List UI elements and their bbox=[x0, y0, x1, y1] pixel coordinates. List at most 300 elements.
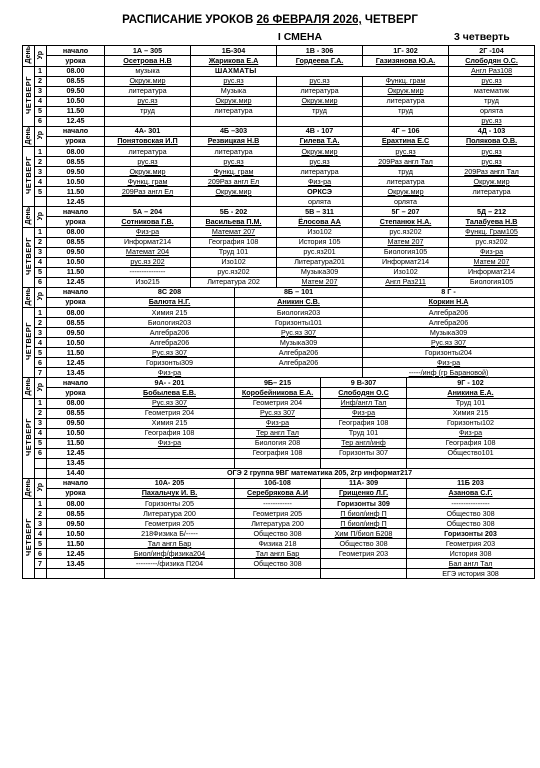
lesson-number: 6 bbox=[35, 277, 47, 287]
lesson-time: 10.50 bbox=[47, 257, 105, 267]
lesson-number: 5 bbox=[35, 187, 47, 197]
lesson-cell: Горизонты 203 bbox=[407, 529, 535, 539]
lesson-cell: Музыка309 bbox=[235, 338, 363, 348]
lesson-cell bbox=[105, 197, 191, 207]
class-header-row bbox=[23, 46, 535, 56]
lesson-row bbox=[23, 167, 535, 177]
lesson-number: 1 bbox=[35, 398, 47, 408]
lesson-cell: рус.яз bbox=[277, 76, 363, 86]
lesson-number: 1 bbox=[35, 227, 47, 237]
lesson-cell: Горизонты102 bbox=[407, 418, 535, 428]
class-name: 1В - 306 bbox=[277, 46, 363, 56]
lesson-cell: Физ-ра bbox=[235, 418, 321, 428]
lesson-row bbox=[23, 559, 535, 569]
lesson-cell: Англ Раз211 bbox=[363, 277, 449, 287]
lesson-cell bbox=[321, 569, 407, 579]
lesson-row bbox=[23, 308, 535, 318]
lesson-cell: литература bbox=[105, 86, 191, 96]
lesson-number: 1 bbox=[35, 66, 47, 76]
lesson-cell: Инф/англ Тал bbox=[321, 398, 407, 408]
lesson-cell: Литература 200 bbox=[235, 519, 321, 529]
lesson-cell: рус.яз 202 bbox=[105, 257, 191, 267]
lesson-cell: П биол/инф П bbox=[321, 509, 407, 519]
title-weekday: ЧЕТВЕРГ bbox=[364, 14, 418, 26]
teacher-header-row bbox=[23, 488, 535, 498]
teacher-name: Резвицкая Н.В bbox=[191, 136, 277, 146]
lesson-cell: Физ-ра bbox=[105, 438, 235, 448]
lesson-time: 09.50 bbox=[47, 247, 105, 257]
lesson-number-header bbox=[35, 378, 47, 399]
lesson-cell: География 108 bbox=[321, 418, 407, 428]
lesson-time: 08.55 bbox=[47, 157, 105, 167]
page-title bbox=[0, 14, 540, 26]
lesson-cell bbox=[235, 458, 321, 468]
teacher-name: Коробейникова Е.А. bbox=[235, 388, 321, 398]
teacher-name: Аникин С.В. bbox=[235, 297, 363, 307]
lesson-cell: Физ-ра bbox=[105, 368, 235, 378]
start-label: начало bbox=[47, 378, 105, 388]
lesson-cell: рус.яз bbox=[191, 76, 277, 86]
lesson-cell: История 105 bbox=[277, 237, 363, 247]
teacher-header-row bbox=[23, 136, 535, 146]
teacher-name: Грищенко Л.Г. bbox=[321, 488, 407, 498]
teacher-header-row bbox=[23, 56, 535, 66]
lesson-time: 13.45 bbox=[47, 458, 105, 468]
lesson-number: 2 bbox=[35, 76, 47, 86]
lesson-label: урока bbox=[47, 297, 105, 307]
lesson-number: 3 bbox=[35, 519, 47, 529]
teacher-name: Сотникова Г.В. bbox=[105, 217, 191, 227]
lesson-cell: Общество 308 bbox=[235, 559, 321, 569]
class-name: 1Б-304 bbox=[191, 46, 277, 56]
lesson-cell: География 108 bbox=[407, 438, 535, 448]
teacher-name: Слободян О.С bbox=[321, 388, 407, 398]
lesson-cell: литература bbox=[363, 96, 449, 106]
lesson-time: 10.50 bbox=[47, 529, 105, 539]
lesson-cell: Биология105 bbox=[363, 247, 449, 257]
lesson-time: 08.00 bbox=[47, 147, 105, 157]
lesson-number: 4 bbox=[35, 529, 47, 539]
lesson-cell: рус.яз bbox=[449, 157, 535, 167]
lesson-cell: Изо215 bbox=[105, 277, 191, 287]
lesson-row bbox=[23, 66, 535, 76]
start-label: начало bbox=[47, 478, 105, 488]
lesson-cell: музыка bbox=[105, 66, 191, 76]
lesson-cell: Геометрия 203 bbox=[407, 539, 535, 549]
day-column-label: День bbox=[24, 207, 32, 225]
lesson-cell: Окруж.мир bbox=[277, 147, 363, 157]
lesson-cell: литература bbox=[277, 86, 363, 96]
lesson-number: 6 bbox=[35, 549, 47, 559]
lesson-time: 12.45 bbox=[47, 358, 105, 368]
quarter-label: 3 четверть bbox=[454, 31, 510, 43]
lesson-cell: Литература 202 bbox=[191, 277, 277, 287]
lesson-number: 5 bbox=[35, 106, 47, 116]
lesson-cell: орлята bbox=[449, 106, 535, 116]
lesson-cell: литература bbox=[363, 177, 449, 187]
lesson-cell: Химия 215 bbox=[105, 308, 235, 318]
lesson-cell: Биология203 bbox=[105, 318, 235, 328]
teacher-name: Коркин Н.А bbox=[363, 297, 535, 307]
lesson-cell: Геометрия 205 bbox=[235, 509, 321, 519]
lesson-number: 4 bbox=[35, 96, 47, 106]
lesson-cell: труд bbox=[363, 106, 449, 116]
lesson-number: 2 bbox=[35, 408, 47, 418]
lesson-time: 08.00 bbox=[47, 308, 105, 318]
lesson-number: 4 bbox=[35, 428, 47, 438]
weekday-label: ЧЕТВЕРГ bbox=[23, 75, 33, 115]
lesson-cell: математик bbox=[449, 86, 535, 96]
teacher-name: Понятовская И.П bbox=[105, 136, 191, 146]
lesson-cell: Бал англ Тал bbox=[407, 559, 535, 569]
teacher-header-row bbox=[23, 217, 535, 227]
lesson-row bbox=[23, 147, 535, 157]
lesson-row bbox=[23, 428, 535, 438]
lesson-cell bbox=[235, 569, 321, 579]
lesson-cell: Алгебра206 bbox=[105, 338, 235, 348]
lesson-cell: рус.яз bbox=[277, 157, 363, 167]
lesson-number: 7 bbox=[35, 559, 47, 569]
lesson-cell: Информат214 bbox=[449, 267, 535, 277]
lesson-cell: рус.яз201 bbox=[277, 247, 363, 257]
class-name: 5А – 204 bbox=[105, 207, 191, 217]
class-name: 10А- 205 bbox=[105, 478, 235, 488]
lesson-number: 6 bbox=[35, 116, 47, 126]
lesson-cell: Общество 308 bbox=[321, 539, 407, 549]
lesson-cell: Функц. Грам105 bbox=[449, 227, 535, 237]
lesson-cell: труд bbox=[277, 106, 363, 116]
lesson-time: 08.00 bbox=[47, 499, 105, 509]
lesson-cell: География 108 bbox=[105, 428, 235, 438]
lesson-row bbox=[23, 187, 535, 197]
lesson-cell: Горизонты 309 bbox=[321, 499, 407, 509]
lesson-cell: Окруж.мир bbox=[449, 177, 535, 187]
lesson-cell: 209Раз англ Ел bbox=[191, 177, 277, 187]
day-column-label: День bbox=[24, 46, 32, 64]
lesson-cell: Физ-ра bbox=[105, 227, 191, 237]
lesson-number bbox=[35, 458, 47, 468]
lesson-time: 08.55 bbox=[47, 509, 105, 519]
class-name: 5В – 311 bbox=[277, 207, 363, 217]
lesson-cell: Биология203 bbox=[235, 308, 363, 318]
lesson-cell bbox=[321, 458, 407, 468]
lesson-row bbox=[23, 197, 535, 207]
lesson-column-label: Ур bbox=[36, 50, 44, 59]
lesson-cell: П биол/инф П bbox=[321, 519, 407, 529]
lesson-time: 11.50 bbox=[47, 106, 105, 116]
lesson-row bbox=[23, 177, 535, 187]
lesson-cell: Горизонты 205 bbox=[105, 499, 235, 509]
lesson-row bbox=[23, 247, 535, 257]
lesson-cell: орлята bbox=[277, 197, 363, 207]
lesson-time: 11.50 bbox=[47, 438, 105, 448]
lesson-cell: рус.яз bbox=[105, 157, 191, 167]
lesson-time: 08.00 bbox=[47, 398, 105, 408]
lesson-cell: ОРКСЭ bbox=[277, 187, 363, 197]
weekday-cell bbox=[23, 227, 35, 287]
lesson-time: 09.50 bbox=[47, 418, 105, 428]
lesson-cell: Тал англ Бар bbox=[105, 539, 235, 549]
lesson-cell: Труд 101 bbox=[407, 398, 535, 408]
lesson-row bbox=[23, 116, 535, 126]
lesson-cell: Информат214 bbox=[105, 237, 191, 247]
lesson-row bbox=[23, 438, 535, 448]
class-name: 9 В-307 bbox=[321, 378, 407, 388]
lesson-cell: Рус.яз 307 bbox=[235, 408, 321, 418]
schedule-table bbox=[22, 45, 535, 579]
class-name: 5Д – 212 bbox=[449, 207, 535, 217]
lesson-cell: Алгебра206 bbox=[105, 328, 235, 338]
lesson-cell: 209Раз англ Тал bbox=[363, 157, 449, 167]
lesson-cell: рус.яз202 bbox=[449, 237, 535, 247]
start-label: начало bbox=[47, 287, 105, 297]
lesson-row bbox=[23, 237, 535, 247]
teacher-name: Полякова О.В. bbox=[449, 136, 535, 146]
lesson-cell: Окруж.мир bbox=[191, 187, 277, 197]
lesson-cell: География 108 bbox=[235, 448, 321, 458]
lesson-cell: Алгебра206 bbox=[363, 318, 535, 328]
lesson-cell: ЕГЭ история 308 bbox=[407, 569, 535, 579]
lesson-number-header bbox=[35, 46, 47, 67]
start-label: начало bbox=[47, 46, 105, 56]
lesson-cell: Тал англ Бар bbox=[235, 549, 321, 559]
lesson-cell: Функц. грам bbox=[363, 76, 449, 86]
lesson-label: урока bbox=[47, 217, 105, 227]
class-header-row bbox=[23, 126, 535, 136]
day-column-label: День bbox=[24, 287, 32, 305]
lesson-time: 11.50 bbox=[47, 187, 105, 197]
lesson-cell: Матем 207 bbox=[277, 277, 363, 287]
lesson-cell bbox=[105, 448, 235, 458]
lesson-number: 5 bbox=[35, 438, 47, 448]
lesson-number: 1 bbox=[35, 147, 47, 157]
lesson-cell: --------------- bbox=[105, 267, 191, 277]
lesson-cell bbox=[363, 116, 449, 126]
class-name: 4Д - 103 bbox=[449, 126, 535, 136]
lesson-cell: 209Раз англ Ел bbox=[105, 187, 191, 197]
lesson-row bbox=[23, 267, 535, 277]
weekday-label: ЧЕТВЕРГ bbox=[23, 156, 33, 195]
teacher-name: Степанюк Н.А. bbox=[363, 217, 449, 227]
lesson-time: 12.45 bbox=[47, 116, 105, 126]
lesson-cell bbox=[449, 197, 535, 207]
lesson-number bbox=[35, 468, 47, 478]
lesson-cell: Изо102 bbox=[191, 257, 277, 267]
lesson-row bbox=[23, 509, 535, 519]
lesson-row bbox=[23, 96, 535, 106]
note-time: 14.40 bbox=[47, 468, 105, 478]
lesson-cell: литература bbox=[277, 167, 363, 177]
lesson-number-header bbox=[35, 207, 47, 228]
shift-label: I СМЕНА bbox=[277, 31, 323, 43]
lesson-cell: Тер англ Тал bbox=[235, 428, 321, 438]
lesson-number: 2 bbox=[35, 237, 47, 247]
lesson-cell: рус.яз202 bbox=[191, 267, 277, 277]
lesson-time: 08.55 bbox=[47, 76, 105, 86]
lesson-number-header bbox=[35, 126, 47, 147]
lesson-cell bbox=[105, 569, 235, 579]
lesson-time: 10.50 bbox=[47, 177, 105, 187]
class-name: 1Г- 302 bbox=[363, 46, 449, 56]
lesson-cell: Литература 200 bbox=[105, 509, 235, 519]
lesson-row bbox=[23, 398, 535, 408]
day-column-label: День bbox=[24, 478, 32, 496]
teacher-name: Аникина Е.А. bbox=[407, 388, 535, 398]
teacher-name: Пахальчук И. В. bbox=[105, 488, 235, 498]
lesson-number: 3 bbox=[35, 418, 47, 428]
lesson-row bbox=[23, 338, 535, 348]
lesson-row bbox=[23, 418, 535, 428]
lesson-cell: Геометрия 204 bbox=[105, 408, 235, 418]
day-label-header bbox=[23, 378, 35, 399]
day-label-header bbox=[23, 126, 35, 147]
lesson-time: 11.50 bbox=[47, 267, 105, 277]
lesson-cell: Химия 215 bbox=[407, 408, 535, 418]
lesson-cell: -----/инф (гр Барановой) bbox=[363, 368, 535, 378]
day-column-label: День bbox=[24, 126, 32, 144]
lesson-cell: Рус.яз 307 bbox=[105, 348, 235, 358]
lesson-cell: Тер англ/инф bbox=[321, 438, 407, 448]
lesson-row bbox=[23, 368, 535, 378]
lesson-time: 11.50 bbox=[47, 348, 105, 358]
weekday-cell bbox=[23, 308, 35, 378]
class-name: 2Г -104 bbox=[449, 46, 535, 56]
day-label-header bbox=[23, 207, 35, 228]
class-name: 9Б– 215 bbox=[235, 378, 321, 388]
weekday-cell bbox=[23, 66, 35, 126]
class-name: 8 Г - bbox=[363, 287, 535, 297]
weekday-label: ЧЕТВЕРГ bbox=[23, 518, 33, 557]
lesson-row bbox=[23, 458, 535, 468]
class-name: 11А- 309 bbox=[321, 478, 407, 488]
lesson-cell: Физ-ра bbox=[407, 428, 535, 438]
lesson-number-header bbox=[35, 287, 47, 308]
lesson-row bbox=[23, 277, 535, 287]
lesson-cell: рус.яз bbox=[363, 147, 449, 157]
lesson-label: урока bbox=[47, 488, 105, 498]
lesson-cell: Геометрия 204 bbox=[235, 398, 321, 408]
lesson-time: 09.50 bbox=[47, 167, 105, 177]
lesson-cell bbox=[407, 458, 535, 468]
lesson-number: 5 bbox=[35, 267, 47, 277]
lesson-cell: Окруж.мир bbox=[191, 96, 277, 106]
lesson-time: 09.50 bbox=[47, 86, 105, 96]
lesson-cell: Изо102 bbox=[363, 267, 449, 277]
lesson-cell: Матем 207 bbox=[449, 257, 535, 267]
lesson-cell: труд bbox=[449, 96, 535, 106]
lesson-number: 5 bbox=[35, 348, 47, 358]
class-name: 5Б - 202 bbox=[191, 207, 277, 217]
lesson-cell: Горизонты 307 bbox=[321, 448, 407, 458]
lesson-number: 3 bbox=[35, 328, 47, 338]
teacher-header-row bbox=[23, 297, 535, 307]
lesson-row bbox=[23, 358, 535, 368]
lesson-cell: Труд 101 bbox=[191, 247, 277, 257]
lesson-cell: Биология105 bbox=[449, 277, 535, 287]
class-name: 9Г - 102 bbox=[407, 378, 535, 388]
lesson-time: 12.45 bbox=[47, 549, 105, 559]
teacher-name: Ёлосова АА bbox=[277, 217, 363, 227]
lesson-column-label: Ур bbox=[36, 292, 44, 301]
class-header-row bbox=[23, 207, 535, 217]
lesson-cell: Физ-ра bbox=[277, 177, 363, 187]
lesson-cell bbox=[277, 116, 363, 126]
lesson-cell: рус.яз bbox=[449, 147, 535, 157]
lesson-cell: Алгебра206 bbox=[235, 358, 363, 368]
lesson-cell: литература bbox=[191, 147, 277, 157]
lesson-cell: рус.яз bbox=[449, 76, 535, 86]
lesson-cell: История 308 bbox=[407, 549, 535, 559]
weekday-label: ЧЕТВЕРГ bbox=[23, 236, 33, 276]
teacher-name: Васильева П.М. bbox=[191, 217, 277, 227]
lesson-cell: Математ 207 bbox=[191, 227, 277, 237]
lesson-time: 08.55 bbox=[47, 237, 105, 247]
lesson-number: 6 bbox=[35, 448, 47, 458]
lesson-time: 08.55 bbox=[47, 408, 105, 418]
lesson-column-label: Ур bbox=[36, 483, 44, 492]
lesson-row bbox=[23, 328, 535, 338]
teacher-name: Ерахтина Е.С bbox=[363, 136, 449, 146]
lesson-number: 5 bbox=[35, 539, 47, 549]
shared-lesson-cell: ШАХМАТЫ bbox=[191, 66, 449, 76]
lesson-label: урока bbox=[47, 136, 105, 146]
lesson-cell: Горизонты204 bbox=[363, 348, 535, 358]
lesson-number: 2 bbox=[35, 509, 47, 519]
day-label-header bbox=[23, 46, 35, 67]
lesson-cell: Окруж.мир bbox=[277, 96, 363, 106]
lesson-cell: Англ Раз108 bbox=[449, 66, 535, 76]
teacher-name: Жарикова Е.А bbox=[191, 56, 277, 66]
class-name: 5Г – 207 bbox=[363, 207, 449, 217]
lesson-cell: Рус.яз 307 bbox=[363, 338, 535, 348]
lesson-time: 08.00 bbox=[47, 66, 105, 76]
lesson-number: 1 bbox=[35, 308, 47, 318]
teacher-name: Гордеева Г.А. bbox=[277, 56, 363, 66]
day-column-label: День bbox=[24, 378, 32, 396]
lesson-cell: ------------ bbox=[235, 499, 321, 509]
lesson-cell: Литература201 bbox=[277, 257, 363, 267]
lesson-cell bbox=[235, 368, 363, 378]
lesson-cell: Окруж.мир bbox=[363, 86, 449, 96]
day-label-header bbox=[23, 287, 35, 308]
lesson-time: 10.50 bbox=[47, 338, 105, 348]
class-name: 4А- 301 bbox=[105, 126, 191, 136]
weekday-cell bbox=[23, 499, 35, 579]
lesson-time: 13.45 bbox=[47, 368, 105, 378]
lesson-cell: Функц. грам bbox=[105, 177, 191, 187]
lesson-cell: ---------------- bbox=[407, 499, 535, 509]
teacher-name: Талабуева Н.В bbox=[449, 217, 535, 227]
lesson-cell: Общество101 bbox=[407, 448, 535, 458]
lesson-cell: рус.яз202 bbox=[363, 227, 449, 237]
lesson-cell: Физика 218 bbox=[235, 539, 321, 549]
lesson-row bbox=[23, 529, 535, 539]
lesson-row bbox=[23, 86, 535, 96]
weekday-label: ЧЕТВЕРГ bbox=[23, 322, 33, 361]
lesson-cell: Музыка bbox=[191, 86, 277, 96]
lesson-cell: Общество 308 bbox=[407, 519, 535, 529]
lesson-row bbox=[23, 408, 535, 418]
teacher-name: Гилева Т.А. bbox=[277, 136, 363, 146]
lesson-row bbox=[23, 519, 535, 529]
lesson-time bbox=[47, 569, 105, 579]
lesson-cell: Функц. грам bbox=[191, 167, 277, 177]
lesson-time: 12.45 bbox=[47, 197, 105, 207]
schedule-body bbox=[23, 46, 535, 579]
lesson-row bbox=[23, 348, 535, 358]
lesson-row bbox=[23, 499, 535, 509]
lesson-column-label: Ур bbox=[36, 382, 44, 391]
